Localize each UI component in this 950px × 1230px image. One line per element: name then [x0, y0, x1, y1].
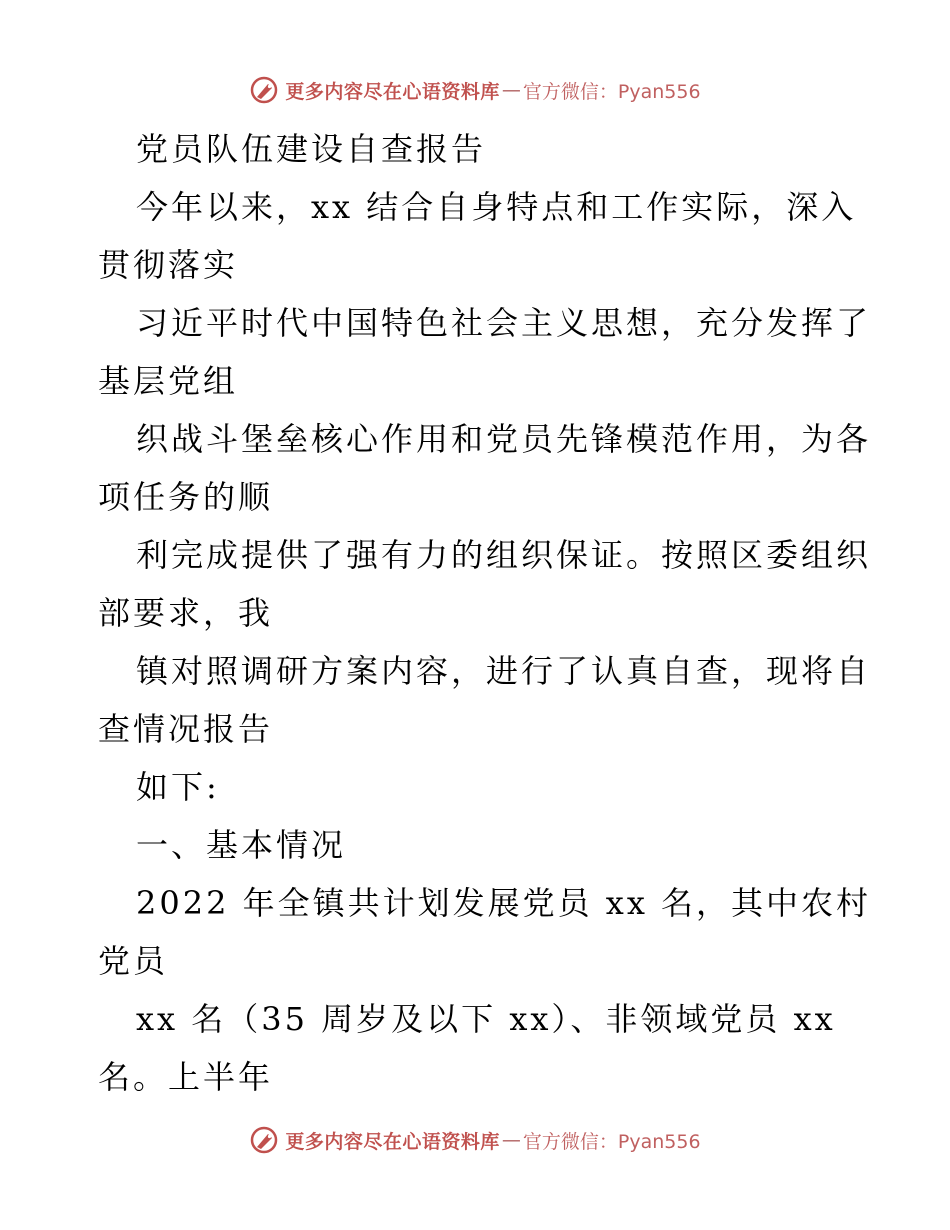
banner-main-text: 更多内容尽在心语资料库: [285, 1130, 500, 1153]
section-heading: 一、基本情况: [136, 826, 347, 864]
paragraph-line: 党员: [98, 942, 169, 980]
paragraph-line: xx 名（35 周岁及以下 xx）、非领域党员 xx: [136, 1000, 836, 1038]
paragraph-line: 贯彻落实: [98, 246, 239, 284]
paragraph-line: 基层党组: [98, 362, 239, 400]
pen-nib-circle-icon: [249, 75, 279, 105]
paragraph-line: 利完成提供了强有力的组织保证。按照区委组织: [136, 536, 872, 574]
paragraph-line: 今年以来，xx 结合自身特点和工作实际，深入: [136, 188, 857, 226]
banner-separator: —: [501, 1129, 521, 1151]
document-title: 党员队伍建设自查报告: [136, 130, 487, 168]
paragraph-line: 项任务的顺: [98, 478, 274, 516]
document-body: [98, 120, 872, 1106]
paragraph-line: 习近平时代中国特色社会主义思想，充分发挥了: [136, 304, 872, 342]
paragraph-line: 查情况报告: [98, 710, 274, 748]
paragraph-line: 镇对照调研方案内容，进行了认真自查，现将自: [136, 652, 872, 690]
banner-wechat-text: 官方微信：Pyan556: [522, 80, 701, 103]
banner-main-text: 更多内容尽在心语资料库: [285, 80, 500, 103]
paragraph-line: 2022 年全镇共计划发展党员 xx 名，其中农村: [136, 884, 872, 922]
footer-banner: [0, 1120, 950, 1160]
banner-separator: —: [501, 79, 521, 101]
pen-nib-circle-icon: [249, 1125, 279, 1155]
paragraph-line: 织战斗堡垒核心作用和党员先锋模范作用，为各: [136, 420, 872, 458]
paragraph-line: 如下:: [136, 768, 220, 806]
paragraph-line: 名。上半年: [98, 1058, 274, 1096]
paragraph-line: 部要求，我: [98, 594, 274, 632]
banner-wechat-text: 官方微信：Pyan556: [522, 1130, 701, 1153]
header-banner: [0, 70, 950, 110]
